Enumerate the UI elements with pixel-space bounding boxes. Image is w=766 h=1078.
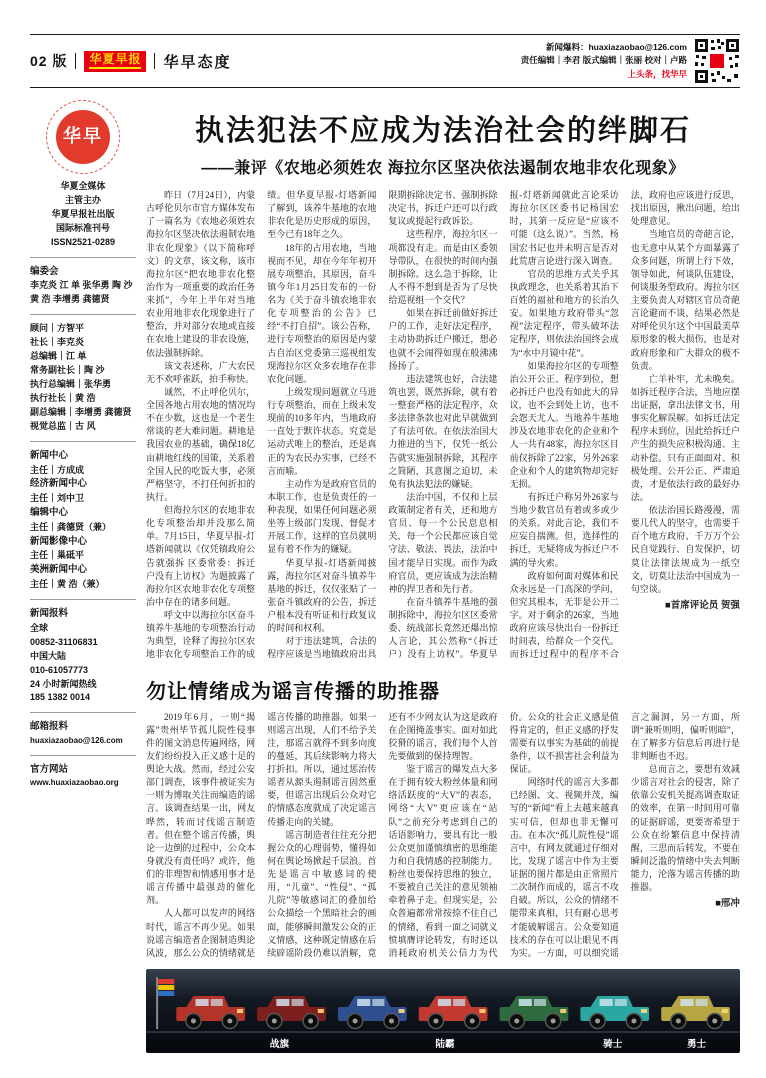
department-line: 主任｜黄 浩（兼） (30, 579, 105, 590)
committee-title: 编委会 (30, 265, 59, 277)
paragraph: 上级发现问题就立马进行专项整治，而在上级未发现前的10多年内，当地政府一直处于默许状态。究竟是运动式唯上的整治，还是真正的为农民办实事，已经不言而喻。 (267, 386, 377, 476)
paragraph: 该文表述称，广大农民无不欢呼雀跃，拍手称快。 (146, 360, 256, 384)
divider (30, 441, 136, 442)
tipline-text: 新闻爆料：huaxiazaobao@126.com (545, 42, 687, 53)
page-header (30, 35, 740, 87)
paragraph: 华夏早报-灯塔新闻披露，海拉尔区对奋斗镇养牛基地的拆迁，仅仅张贴了一张奋斗镇政府的公告，拆迁户根本没有听证和行政复议的时间和权利。 (267, 557, 377, 634)
paragraph: 亡羊补牢，尤未晚矣。如拆迁程序合法，当地应摆出证据，拿出法律文书，用事实化解误解。如拆迁法定程序未到位，因此给拆迁户产生的损失应积极沟通、主动补偿。只有正面面对、积极处理、公开公正、严肃追责，才是依法行政的最好办法。 (630, 373, 740, 502)
masthead-logo (84, 51, 146, 72)
divider (30, 712, 136, 713)
staff-line: 总编辑｜江 单 (30, 351, 87, 362)
department-line: 经济新闻中心 (30, 478, 88, 490)
paragraph: 政府如何面对媒体和民众永远是一门高深的学问，但究其根本，无非是公开二字。对于剩余的26家，当地政府应该尽快出台一份拆迁时间表，给群众一个交代。而拆迁过程中的程序不合法，政府也应该进行反思，找出原因，揪出问题，给出处理意见。 (509, 190, 740, 660)
staff-line: 执行社长｜黄 浩 (30, 392, 96, 403)
sidebar (30, 96, 136, 1053)
paragraph: 依法治国长路漫漫，需要几代人的坚守，也需要千百个地方政府、千万万个公民自觉践行、自发保护，切莫让法律法规成为一纸空文，切莫让法治中国成为一句空谈。 (630, 505, 740, 594)
paragraph: 主动作为是政府官员的本职工作，也是负责任的一种表现，如果任何问题必须坐等上级部门发现、督促才开展工作，这样的官员就明显有着不作为的嫌疑。 (267, 478, 377, 555)
seal-text: 华早 (56, 110, 110, 164)
tipline-line: 中国大陆 (30, 650, 67, 661)
email-address: huaxiazaobao@126.com (30, 736, 123, 746)
paragraph: 谣言制造者往往充分把握公众的心理弱势，懂得如何在舆论场掀起千层浪。首先是谣言中敏感词的使用，“儿童”、“性侵”、“孤儿院”等敏感词汇的叠加给公众描绘一个黑暗社会的画面，能够瞬间激发公众的正义情感，这种既定情感在后续辟谣阶段仍难以消解，竟还有不少网友认为这是政府在企图掩盖事实。面对如此狡猾的谣言，我们每个人首先要做到的保持理智。 (267, 711, 498, 958)
department-line: 编辑中心 (30, 507, 69, 519)
header-contact-block (521, 41, 687, 81)
tipline-line: 24 小时新闻热线 (30, 678, 97, 689)
car-label: 陆霸 (435, 1038, 455, 1050)
publisher-block (30, 180, 136, 250)
divider (154, 53, 155, 69)
article1-body (146, 189, 740, 662)
masthead-title: 华夏早报 (89, 51, 142, 66)
staff-line: 执行总编辑｜张华勇 (30, 379, 112, 390)
department-line: 主任｜刘中卫 (30, 493, 85, 504)
jeep-khaki (661, 996, 730, 1029)
department-line: 新闻影像中心 (30, 535, 88, 547)
website-url: www.huaxiazaobao.org (30, 778, 119, 788)
publisher-line: 国际标准刊号 (55, 222, 110, 233)
article2-headline: 勿让情绪成为谣言传播的助推器 (146, 680, 440, 703)
committee-names: 李克炎 江 单 张华勇 陶 沙 黄 浩 李增勇 龚德贤 (30, 280, 133, 305)
department-line: 新闻中心 (30, 449, 69, 461)
divider (30, 257, 136, 258)
header-left (30, 51, 232, 72)
issn-number: ISSN2521-0289 (50, 236, 116, 247)
staff-line: 视觉总监｜古 风 (30, 420, 96, 431)
paragraph: 鉴于谣言的爆发点大多在于拥有较大粉丝体量和网络活跃度的“大V”的表态，网络“大V”更应该在“站队”之前充分考虑到自己的话语影响力，要具有比一般公众更加谨慎缜密的思维能力和自我情感的控制能力。粉丝也要保持思维的独立，不要被自己关注的意见领袖牵着鼻子走。但现实是，公众普遍都常常按捺不住自己的情绪，看到一面之词就义愤填膺评论转发，有时还以消耗政府机关公信力为代价。公众的社会正义感是值得肯定的，但正义感的抒发需要有以事实为基础的前提条件，以不损害社会利益为保证。 (388, 711, 619, 958)
jeep-teal (580, 996, 649, 1029)
qr-code-icon (694, 38, 740, 84)
publisher-line: 华夏全媒体 (60, 181, 106, 191)
car-label: 勇士 (686, 1038, 707, 1050)
tipline-title: 新闻报料 (30, 608, 69, 620)
paragraph: 有拆迁户称另外26家与当地少数官员有着或多或少的关系。对此言论，我们不应妄自揣测。但，选择性的拆迁，无疑将成为拆迁户不满的导火索。 (509, 491, 619, 568)
divider (30, 755, 136, 756)
article1-headline: 执法犯法不应成为法治社会的绊脚石 (194, 115, 691, 147)
paragraph: 昨日（7月24日），内蒙古呼伦贝尔市官方媒体发布了一篇名为《农地必须姓农 海拉尔区坚决依法遏制农地非农化现象》（以下简称呼文）的文章，该文称，该市海拉尔区“把农地非农化整治作为一项重要的政治任务来抓”，今年上半年对当地农业用地非农化现象进行了整治，并对部分农地或直接在农地上建设的非农设施，依法强制拆除。 (146, 190, 256, 358)
paragraph: 诚然，不止呼伦贝尔，全国各地占用农地的情况均不在少数，这也是一个老生常谈的老大难问题。耕地是我国农业的基础，确保18亿亩耕地红线的国策，关系着全国人民的吃饭大事，必须严格坚守，不打任何折扣的执行。 (146, 386, 256, 502)
article2-body (146, 711, 740, 960)
department-line: 主任｜方成成 (30, 464, 85, 475)
page-number: 02 版 (30, 53, 68, 69)
article2-byline: ■邢冲 (715, 898, 740, 910)
header-right (521, 38, 740, 84)
jeep-red (176, 996, 245, 1029)
paragraph: 当地官员的奇葩言论，也无意中从某个方面暴露了众多问题，所谓上行下效，领导如此，何谈队伍建设，何谈服务型政府。海拉尔区主要负责人对辖区官员奇葩言论避而不谈，结果必然是对呼伦贝尔这个中国最美草原形象的极大损伤，也是对政府形象和广大群众的极不负责。 (630, 229, 740, 371)
paragraph: 18年的占用农地，当地视而不见，却在今年年初开展专项整治，其原因，奋斗镇今年1月25日发布的一份名为《关于奋斗镇农地非农化专项整治的公告》已经“不打自招”。该公告称，进行专项整治的原因是内蒙古自治区党委第三巡视组发现海拉尔区众多农地存在非农化问题。 (267, 242, 377, 384)
paragraph: 如果在拆迁前做好拆迁户的工作，走好法定程序，主动协助拆迁户搬迁，想必也就不会闹得如现在般沸沸扬扬了。 (388, 308, 498, 371)
paragraph: 违法建筑也好，合法建筑也罢，既然拆除，就有着一整套严格的法定程序，众多法律条款也对此早就做到了有法可依。在依法治国大力推进的当下，仅凭一纸公告就实施强制拆除，其程序之简陋，其意图之迫切，未免有执法犯法的嫌疑。 (388, 373, 498, 489)
paragraph: 对于违法建筑，合法的程序应该是当地镇政府出具限期拆除决定书、强制拆除决定书，拆迁户还可以行政复议或提起行政诉讼。 (267, 190, 498, 660)
article1-byline: ■首席评论员 贺强 (665, 599, 740, 611)
tipline-phone: 010-61057773 (30, 664, 89, 675)
paragraph: 呼文中以海拉尔区奋斗镇养牛基地的专项整治行动为典型，诠释了海拉尔区农地非农化专项整治工作的成绩。但华夏早报-灯塔新闻了解到，该养牛基地的农地非农化是历史形成的原因，至今已有18年之久。 (146, 190, 377, 660)
tipline-phone: 185 1382 0014 (30, 692, 91, 703)
staff-line: 常务副社长｜陶 沙 (30, 365, 105, 376)
cars-advert-image (146, 969, 740, 1053)
jeep-maroon (257, 996, 326, 1029)
tipline-line: 全球 (30, 622, 49, 633)
masthead-subline (89, 67, 141, 69)
paragraph: 人人都可以发声的网络时代，谣言不再少见。如果说谣言编造者企图制造舆论风波，那么公众的情绪就是谣言传播的助推器。如果一则谣言出现，人们不给予关注，那谣言就得不到多向度的蔓延，其后续影响力将大打折扣。所以，通过惩治传谣者从源头遏制谣言固然重要，但谣言出现后公众对它的情感态度就成了决定谣言传播走向的关键。 (146, 711, 377, 958)
divider (30, 599, 136, 600)
editors-line: 责任编辑｜李君 版式编辑｜张丽 校对｜卢路 (520, 55, 687, 66)
jeep-crimson (419, 996, 488, 1029)
paragraph: 在奋斗镇养牛基地的强制拆除中，海拉尔区区委常委、统战部长竟然还爆出惊人言论，其公然称“（拆迁户）没有上访权”。华夏早报-灯塔新闻就此言论采访海拉尔区区委书记杨国宏时，其第一反应是“应该不可能（这么说）”。当然，杨国宏书记也并未明言是否对此荒唐言论进行深入调查。 (388, 190, 619, 660)
flag-decoration (156, 977, 174, 1029)
paragraph: 但海拉尔区的农地非农化专项整治却并没那么简单。7月15日，华夏早报-灯塔新闻就以《仅凭镇政府公告就强拆 区委常委：拆迁户没有上访权》为题披露了海拉尔区农地非农化专项整治中存在的诸多问题。 (146, 505, 256, 607)
tipline-phone: 00852-31106831 (30, 636, 98, 647)
header-rule (30, 87, 740, 88)
paragraph: 法治中国，不仅和上层政策制定者有关，还和地方官员、每一个公民息息相关，每一个公民都应该自觉守法、敬法、畏法，法治中国才能早日实现。而作为政府官员，更应该成为法治精神的捍卫者和先行者。 (388, 491, 498, 594)
paragraph: 总而言之，要想有效减少谣言对社会的侵害，除了依靠公安机关提高调查取证的效率，在第一时间用可靠的证据辟谣，更要寄希望于公众在纷繁信息中保持清醒，三思而后转发，不要在瞬间泛滥的情绪中失去判断能力，沦落为谣言传播的助推器。 (630, 764, 740, 893)
divider (75, 53, 76, 69)
department-line: 美洲新闻中心 (30, 564, 88, 576)
website-title: 官方网站 (30, 763, 69, 775)
staff-line: 副总编辑｜李增勇 龚德贤 (30, 406, 132, 417)
ground-line (146, 1031, 740, 1033)
paragraph: 2019年6月，一则“揭露”贵州毕节孤儿院性侵事件的图文消息传遍网络，网友们纷纷投入正义感十足的舆论大战。然而，经过公安部门调查，该事件被证实为一则为博取关注而编造的谣言。该调查结果一出，网友哗然，转而讨伐谣言制造者。但在整个谣言传播，舆论一边倒的过程中，公众本身就没有责任吗？或许，他们的非理智和情感用事才是谣言传播中最强劲的催化剂。 (146, 711, 256, 906)
articles-area (146, 96, 740, 1053)
paragraph: 网络时代的谣言大多都已经图、文、视频并茂，编写的“新闻”看上去越来越真实可信，但却也非无懈可击。在本次“孤儿院性侵”谣言中，有网友就通过仔细对比，发现了谣言中作为主要证据的图片都是由正常照片二次制作而成的，谣言不攻自破。所以，公众的情绪不能带来真相，只有耐心思考才能破解谣言。公众要知道技术的存在可以让眼见不再为实。一方面，可以细究谣言之漏洞，另一方面，所谓“兼听则明，偏听则暗”，在了解多方信息后再进行是非判断也不迟。 (509, 711, 740, 958)
publisher-line: 华夏早报社出版 (51, 208, 115, 219)
paragraph: 这些程序，海拉尔区一项都没有走。而是由区委领导带队，在很快的时间内强制拆除。这么急于拆除，让人不得不想到是否为了尽快给巡视组一个交代？ (388, 229, 498, 305)
staff-line: 社长｜李克炎 (30, 337, 85, 348)
newspaper-seal-icon (46, 100, 120, 174)
slogan-text: 上头条，找华早 (627, 68, 687, 79)
publisher-line: 主管主办 (64, 194, 101, 205)
car-label: 战旗 (269, 1038, 289, 1050)
department-line: 主任｜巢砥平 (30, 550, 85, 561)
email-title: 邮箱报料 (30, 721, 69, 733)
jeep-blue (338, 996, 407, 1029)
car-label: 骑士 (603, 1038, 623, 1050)
article1-subheadline: ——兼评《农地必须姓农 海拉尔区坚决依法遏制农地非农化现象》 (201, 160, 685, 177)
section-title: 华早态度 (163, 53, 232, 71)
divider (30, 314, 136, 315)
paragraph: 官员的思维方式关乎其执政理念，也关系着其治下百姓的福祉和地方的长治久安。如果地方政府带头“忽视”法定程序，带头破坏法定程序，则依法治国终会成为“水中月镜中花”。 (509, 268, 619, 358)
paragraph: 如果海拉尔区的专项整治公开公正、程序到位，想必拆迁户也没有如此大的异议，也不会到处上访，也不会怨天尤人。当地养牛基地涉及农地非农化的企业和个人一共有48家，海拉尔区目前仅拆除了22家，另外26家企业和个人的建筑物却完好无损。 (509, 360, 619, 489)
page-content (30, 96, 740, 1053)
jeep-green (500, 996, 569, 1029)
department-line: 主任｜龚德贤（兼） (30, 521, 112, 532)
staff-line: 顾问｜方智平 (30, 323, 85, 334)
